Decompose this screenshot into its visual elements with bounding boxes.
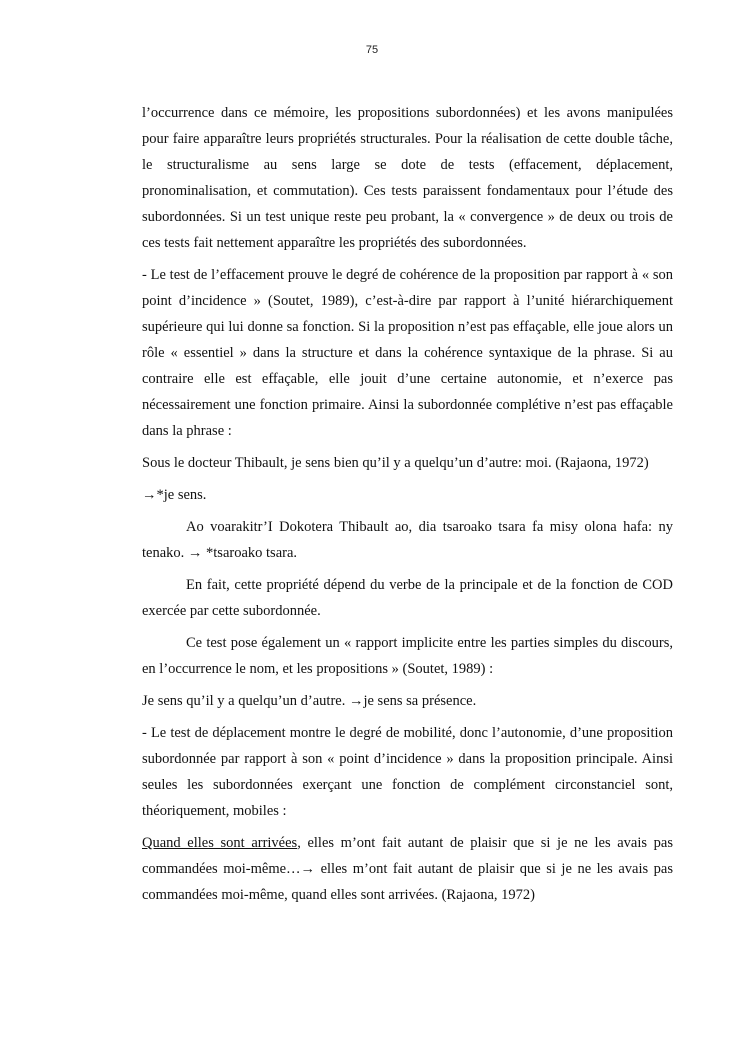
example-effacement-result: →*je sens.: [142, 487, 207, 503]
example-malagasy-thibault: Ao voarakitr’I Dokotera Thibault ao, dia tsaroako tsara fa misy olona hafa: ny tenako. → *tsaroako tsara.: [142, 519, 673, 561]
page-number: 75: [365, 44, 379, 56]
example-displacement: [142, 830, 673, 908]
paragraph-verb-dependency: En fait, cette propriété dépend du verbe de la principale et de la fonction de COD exercée par cette subordonnée.: [142, 577, 673, 619]
underlined-subordinate-clause: Quand elles sont arrivées: [142, 835, 298, 851]
paragraph-effacement-test: - Le test de l’effacement prouve le degré de cohérence de la proposition par rapport à « son point d’incidence » (Soutet, 1989), c’est-à-dire par rapport à l’unité hiérarchiquement supérieure qui lui donne sa fonction. Si la proposition n’est pas effaçable, elle joue alors un rôle « essentiel » dans la structure et dans la cohérence syntaxique de la phrase. Si au contraire elle est effaçable, elle jouit d’une certaine autonomie, et n’exerce pas nécessairement une fonction primaire. Ainsi la subordonnée complétive n’est pas effaçable dans la phrase :: [142, 267, 673, 439]
paragraph-displacement-test: - Le test de déplacement montre le degré de mobilité, donc l’autonomie, d’une proposition subordonnée par rapport à son « point d’incidence » dans la proposition principale. Ainsi seules les subordonnées exerçant une fonction de complément circonstanciel sont, théoriquement, mobiles :: [142, 725, 673, 819]
example-displacement-rest: , elles m’ont fait autant de plaisir que si je ne les avais pas commandées moi-même…→ elles m’ont fait autant de plaisir que si je ne les avais pas commandées moi-même, quand elles sont arrivées. (Rajaona, 1972): [142, 835, 673, 903]
example-french-thibault: Sous le docteur Thibault, je sens bien qu’il y a quelqu’un d’autre: moi. (Rajaona, 1972): [142, 455, 649, 471]
paragraph-structuralism-tests: l’occurrence dans ce mémoire, les propositions subordonnées) et les avons manipulées pour faire apparaître leurs propriétés structurales. Pour la réalisation de cette double tâche, le structuralisme au sens large se dote de tests (effacement, déplacement, pronominalisation, et commutation). Ces tests paraissent fondamentaux pour l’étude des subordonnées. Si un test unique reste peu probant, la « convergence » de deux ou trois de ces tests fait nettement apparaître les propriétés des subordonnées.: [142, 105, 673, 251]
document-body: [142, 100, 673, 914]
example-presence: Je sens qu’il y a quelqu’un d’autre. →je sens sa présence.: [142, 693, 477, 709]
paragraph-implicit-relation: Ce test pose également un « rapport implicite entre les parties simples du discours, en l’occurrence le nom, et les propositions » (Soutet, 1989) :: [142, 635, 673, 677]
